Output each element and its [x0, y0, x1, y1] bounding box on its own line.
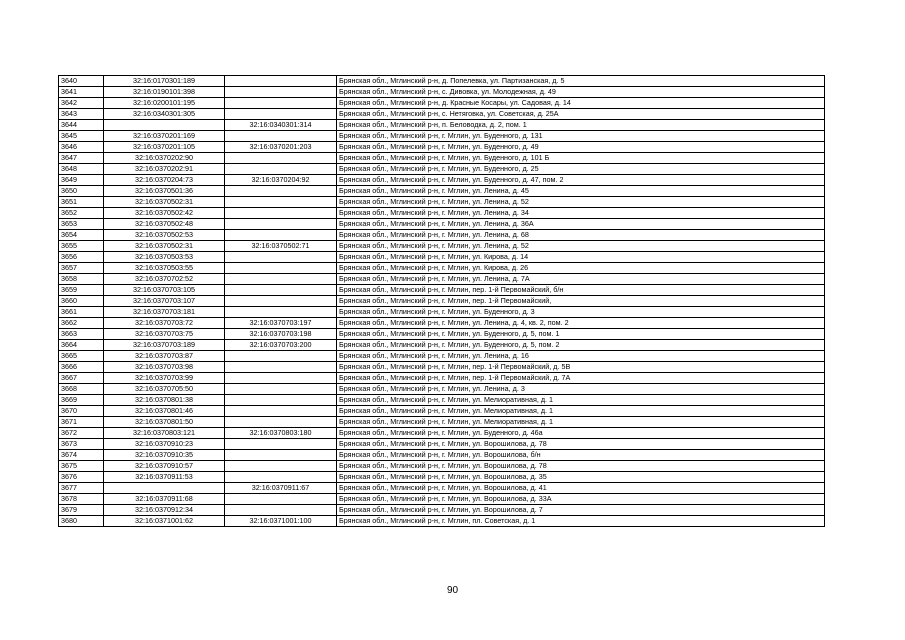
- row-number-cell: 3666: [59, 362, 104, 373]
- address-cell: Брянская обл., Мглинский р-н, г. Мглин, ул. Ленина, д. 16: [337, 351, 825, 362]
- cadastral-number-cell: 32:16:0370703:105: [104, 285, 225, 296]
- cadastral-number-cell: 32:16:0370910:35: [104, 450, 225, 461]
- table-row: [59, 362, 825, 373]
- linked-cadastral-number-cell: [225, 472, 337, 483]
- cadastral-number-cell: 32:16:0370801:50: [104, 417, 225, 428]
- row-number-cell: 3652: [59, 208, 104, 219]
- cadastral-number-cell: 32:16:0370703:72: [104, 318, 225, 329]
- row-number-cell: 3642: [59, 98, 104, 109]
- table-row: [59, 483, 825, 494]
- property-registry-table: [58, 75, 825, 527]
- linked-cadastral-number-cell: 32:16:0370703:198: [225, 329, 337, 340]
- cadastral-number-cell: 32:16:0370503:53: [104, 252, 225, 263]
- linked-cadastral-number-cell: 32:16:0371001:100: [225, 516, 337, 527]
- address-cell: Брянская обл., Мглинский р-н, г. Мглин, ул. Ворошилова, б/н: [337, 450, 825, 461]
- linked-cadastral-number-cell: [225, 362, 337, 373]
- cadastral-number-cell: 32:16:0370703:75: [104, 329, 225, 340]
- table-row: [59, 175, 825, 186]
- row-number-cell: 3649: [59, 175, 104, 186]
- linked-cadastral-number-cell: [225, 153, 337, 164]
- cadastral-number-cell: 32:16:0370201:169: [104, 131, 225, 142]
- cadastral-number-cell: 32:16:0370911:68: [104, 494, 225, 505]
- table-row: [59, 296, 825, 307]
- table-row: [59, 450, 825, 461]
- linked-cadastral-number-cell: 32:16:0370201:203: [225, 142, 337, 153]
- cadastral-number-cell: 32:16:0370202:91: [104, 164, 225, 175]
- cadastral-number-cell: 32:16:0370703:99: [104, 373, 225, 384]
- address-cell: Брянская обл., Мглинский р-н, г. Мглин, ул. Ленина, д. 4, кв. 2, пом. 2: [337, 318, 825, 329]
- row-number-cell: 3653: [59, 219, 104, 230]
- cadastral-number-cell: 32:16:0370503:55: [104, 263, 225, 274]
- table-row: [59, 98, 825, 109]
- table-row: [59, 516, 825, 527]
- cadastral-number-cell: 32:16:0340301:305: [104, 109, 225, 120]
- linked-cadastral-number-cell: [225, 274, 337, 285]
- linked-cadastral-number-cell: [225, 406, 337, 417]
- linked-cadastral-number-cell: 32:16:0370703:197: [225, 318, 337, 329]
- row-number-cell: 3650: [59, 186, 104, 197]
- cadastral-number-cell: 32:16:0370502:31: [104, 197, 225, 208]
- linked-cadastral-number-cell: [225, 186, 337, 197]
- linked-cadastral-number-cell: [225, 307, 337, 318]
- table-row: [59, 120, 825, 131]
- address-cell: Брянская обл., Мглинский р-н, г. Мглин, ул. Буденного, д. 5, пом. 1: [337, 329, 825, 340]
- table-row: [59, 428, 825, 439]
- cadastral-number-cell: 32:16:0190101:398: [104, 87, 225, 98]
- table-row: [59, 329, 825, 340]
- address-cell: Брянская обл., Мглинский р-н, г. Мглин, ул. Буденного, д. 25: [337, 164, 825, 175]
- address-cell: Брянская обл., Мглинский р-н, г. Мглин, ул. Кирова, д. 14: [337, 252, 825, 263]
- cadastral-number-cell: 32:16:0370501:36: [104, 186, 225, 197]
- linked-cadastral-number-cell: [225, 219, 337, 230]
- page-number: 90: [446, 585, 459, 596]
- address-cell: Брянская обл., Мглинский р-н, г. Мглин, ул. Ворошилова, д. 35: [337, 472, 825, 483]
- row-number-cell: 3675: [59, 461, 104, 472]
- table-row: [59, 87, 825, 98]
- row-number-cell: 3679: [59, 505, 104, 516]
- table-row: [59, 219, 825, 230]
- table-row: [59, 340, 825, 351]
- cadastral-number-cell: 32:16:0370703:181: [104, 307, 225, 318]
- address-cell: Брянская обл., Мглинский р-н, д. Красные Косары, ул. Садовая, д. 14: [337, 98, 825, 109]
- address-cell: Брянская обл., Мглинский р-н, г. Мглин, ул. Ленина, д. 68: [337, 230, 825, 241]
- address-cell: Брянская обл., Мглинский р-н, с. Дивовка, ул. Молодежная, д. 49: [337, 87, 825, 98]
- cadastral-number-cell: [104, 483, 225, 494]
- linked-cadastral-number-cell: 32:16:0370803:180: [225, 428, 337, 439]
- table-row: [59, 153, 825, 164]
- address-cell: Брянская обл., Мглинский р-н, г. Мглин, ул. Мелиоративная, д. 1: [337, 417, 825, 428]
- cadastral-number-cell: 32:16:0370703:98: [104, 362, 225, 373]
- table-row: [59, 109, 825, 120]
- linked-cadastral-number-cell: [225, 494, 337, 505]
- address-cell: Брянская обл., Мглинский р-н, г. Мглин, ул. Мелиоративная, д. 1: [337, 406, 825, 417]
- row-number-cell: 3643: [59, 109, 104, 120]
- address-cell: Брянская обл., Мглинский р-н, г. Мглин, ул. Буденного, д. 47, пом. 2: [337, 175, 825, 186]
- linked-cadastral-number-cell: 32:16:0370911:67: [225, 483, 337, 494]
- address-cell: Брянская обл., Мглинский р-н, г. Мглин, ул. Кирова, д. 26: [337, 263, 825, 274]
- linked-cadastral-number-cell: 32:16:0370204:92: [225, 175, 337, 186]
- row-number-cell: 3677: [59, 483, 104, 494]
- cadastral-number-cell: 32:16:0370202:90: [104, 153, 225, 164]
- row-number-cell: 3651: [59, 197, 104, 208]
- row-number-cell: 3670: [59, 406, 104, 417]
- row-number-cell: 3664: [59, 340, 104, 351]
- cadastral-number-cell: 32:16:0370801:38: [104, 395, 225, 406]
- linked-cadastral-number-cell: [225, 263, 337, 274]
- linked-cadastral-number-cell: 32:16:0340301:314: [225, 120, 337, 131]
- row-number-cell: 3646: [59, 142, 104, 153]
- row-number-cell: 3672: [59, 428, 104, 439]
- row-number-cell: 3673: [59, 439, 104, 450]
- address-cell: Брянская обл., Мглинский р-н, г. Мглин, ул. Ленина, д. 45: [337, 186, 825, 197]
- cadastral-number-cell: 32:16:0370911:53: [104, 472, 225, 483]
- cadastral-number-cell: 32:16:0370703:87: [104, 351, 225, 362]
- row-number-cell: 3662: [59, 318, 104, 329]
- linked-cadastral-number-cell: [225, 439, 337, 450]
- row-number-cell: 3654: [59, 230, 104, 241]
- address-cell: Брянская обл., Мглинский р-н, с. Нетяговка, ул. Советская, д. 25А: [337, 109, 825, 120]
- table-row: [59, 384, 825, 395]
- row-number-cell: 3668: [59, 384, 104, 395]
- address-cell: Брянская обл., Мглинский р-н, г. Мглин, ул. Буденного, д. 46а: [337, 428, 825, 439]
- table-row: [59, 252, 825, 263]
- cadastral-number-cell: 32:16:0370702:52: [104, 274, 225, 285]
- table-row: [59, 285, 825, 296]
- table-row: [59, 307, 825, 318]
- table-row: [59, 164, 825, 175]
- row-number-cell: 3674: [59, 450, 104, 461]
- linked-cadastral-number-cell: [225, 505, 337, 516]
- row-number-cell: 3680: [59, 516, 104, 527]
- linked-cadastral-number-cell: [225, 450, 337, 461]
- row-number-cell: 3648: [59, 164, 104, 175]
- table-row: [59, 76, 825, 87]
- linked-cadastral-number-cell: 32:16:0370502:71: [225, 241, 337, 252]
- row-number-cell: 3641: [59, 87, 104, 98]
- address-cell: Брянская обл., Мглинский р-н, г. Мглин, пл. Советская, д. 1: [337, 516, 825, 527]
- row-number-cell: 3655: [59, 241, 104, 252]
- table-body: [59, 76, 825, 527]
- linked-cadastral-number-cell: [225, 384, 337, 395]
- row-number-cell: 3661: [59, 307, 104, 318]
- row-number-cell: 3678: [59, 494, 104, 505]
- linked-cadastral-number-cell: [225, 373, 337, 384]
- table-row: [59, 318, 825, 329]
- linked-cadastral-number-cell: [225, 208, 337, 219]
- cadastral-number-cell: 32:16:0370201:105: [104, 142, 225, 153]
- table-row: [59, 230, 825, 241]
- address-cell: Брянская обл., Мглинский р-н, г. Мглин, ул. Буденного, д. 101 Б: [337, 153, 825, 164]
- row-number-cell: 3669: [59, 395, 104, 406]
- address-cell: Брянская обл., Мглинский р-н, п. Беловодка, д. 2, пом. 1: [337, 120, 825, 131]
- linked-cadastral-number-cell: [225, 351, 337, 362]
- cadastral-number-cell: 32:16:0170301:189: [104, 76, 225, 87]
- cadastral-number-cell: 32:16:0370703:189: [104, 340, 225, 351]
- address-cell: Брянская обл., Мглинский р-н, г. Мглин, ул. Ленина, д. 7А: [337, 274, 825, 285]
- cadastral-number-cell: [104, 120, 225, 131]
- linked-cadastral-number-cell: [225, 164, 337, 175]
- table-row: [59, 373, 825, 384]
- row-number-cell: 3665: [59, 351, 104, 362]
- table-row: [59, 395, 825, 406]
- table-row: [59, 142, 825, 153]
- linked-cadastral-number-cell: [225, 296, 337, 307]
- cadastral-number-cell: 32:16:0370703:107: [104, 296, 225, 307]
- table-row: [59, 186, 825, 197]
- address-cell: Брянская обл., Мглинский р-н, д. Попелевка, ул. Партизанская, д. 5: [337, 76, 825, 87]
- row-number-cell: 3640: [59, 76, 104, 87]
- cadastral-number-cell: 32:16:0370912:34: [104, 505, 225, 516]
- address-cell: Брянская обл., Мглинский р-н, г. Мглин, ул. Буденного, д. 49: [337, 142, 825, 153]
- row-number-cell: 3658: [59, 274, 104, 285]
- address-cell: Брянская обл., Мглинский р-н, г. Мглин, ул. Мелиоративная, д. 1: [337, 395, 825, 406]
- table-row: [59, 351, 825, 362]
- address-cell: Брянская обл., Мглинский р-н, г. Мглин, ул. Ворошилова, д. 41: [337, 483, 825, 494]
- linked-cadastral-number-cell: [225, 197, 337, 208]
- row-number-cell: 3671: [59, 417, 104, 428]
- row-number-cell: 3645: [59, 131, 104, 142]
- linked-cadastral-number-cell: [225, 252, 337, 263]
- table-row: [59, 406, 825, 417]
- cadastral-number-cell: 32:16:0200101:195: [104, 98, 225, 109]
- table-row: [59, 263, 825, 274]
- cadastral-number-cell: 32:16:0370502:42: [104, 208, 225, 219]
- row-number-cell: 3647: [59, 153, 104, 164]
- table-row: [59, 417, 825, 428]
- address-cell: Брянская обл., Мглинский р-н, г. Мглин, ул. Ленина, д. 3: [337, 384, 825, 395]
- cadastral-number-cell: 32:16:0370803:121: [104, 428, 225, 439]
- row-number-cell: 3659: [59, 285, 104, 296]
- linked-cadastral-number-cell: [225, 98, 337, 109]
- row-number-cell: 3667: [59, 373, 104, 384]
- address-cell: Брянская обл., Мглинский р-н, г. Мглин, ул. Ворошилова, д. 78: [337, 461, 825, 472]
- address-cell: Брянская обл., Мглинский р-н, г. Мглин, пер. 1-й Первомайский, д. 5В: [337, 362, 825, 373]
- cadastral-number-cell: 32:16:0370204:73: [104, 175, 225, 186]
- table-row: [59, 197, 825, 208]
- linked-cadastral-number-cell: [225, 395, 337, 406]
- address-cell: Брянская обл., Мглинский р-н, г. Мглин, ул. Ворошилова, д. 33А: [337, 494, 825, 505]
- table-row: [59, 505, 825, 516]
- linked-cadastral-number-cell: [225, 285, 337, 296]
- address-cell: Брянская обл., Мглинский р-н, г. Мглин, пер. 1-й Первомайский, д. 7А: [337, 373, 825, 384]
- address-cell: Брянская обл., Мглинский р-н, г. Мглин, ул. Ленина, д. 36А: [337, 219, 825, 230]
- cadastral-number-cell: 32:16:0370801:46: [104, 406, 225, 417]
- address-cell: Брянская обл., Мглинский р-н, г. Мглин, ул. Ленина, д. 52: [337, 197, 825, 208]
- cadastral-number-cell: 32:16:0370502:48: [104, 219, 225, 230]
- linked-cadastral-number-cell: [225, 76, 337, 87]
- row-number-cell: 3660: [59, 296, 104, 307]
- linked-cadastral-number-cell: [225, 417, 337, 428]
- linked-cadastral-number-cell: [225, 131, 337, 142]
- address-cell: Брянская обл., Мглинский р-н, г. Мглин, ул. Ленина, д. 52: [337, 241, 825, 252]
- row-number-cell: 3644: [59, 120, 104, 131]
- cadastral-number-cell: 32:16:0370910:57: [104, 461, 225, 472]
- address-cell: Брянская обл., Мглинский р-н, г. Мглин, ул. Ворошилова, д. 7: [337, 505, 825, 516]
- cadastral-number-cell: 32:16:0370705:50: [104, 384, 225, 395]
- address-cell: Брянская обл., Мглинский р-н, г. Мглин, пер. 1-й Первомайский, б/н: [337, 285, 825, 296]
- cadastral-number-cell: 32:16:0371001:62: [104, 516, 225, 527]
- address-cell: Брянская обл., Мглинский р-н, г. Мглин, ул. Буденного, д. 5, пом. 2: [337, 340, 825, 351]
- linked-cadastral-number-cell: 32:16:0370703:200: [225, 340, 337, 351]
- table-row: [59, 274, 825, 285]
- cadastral-number-cell: 32:16:0370502:31: [104, 241, 225, 252]
- address-cell: Брянская обл., Мглинский р-н, г. Мглин, ул. Буденного, д. 131: [337, 131, 825, 142]
- table-row: [59, 131, 825, 142]
- linked-cadastral-number-cell: [225, 230, 337, 241]
- table-row: [59, 494, 825, 505]
- address-cell: Брянская обл., Мглинский р-н, г. Мглин, ул. Ворошилова, д. 78: [337, 439, 825, 450]
- table-row: [59, 439, 825, 450]
- cadastral-number-cell: 32:16:0370502:53: [104, 230, 225, 241]
- table-row: [59, 472, 825, 483]
- cadastral-number-cell: 32:16:0370910:23: [104, 439, 225, 450]
- row-number-cell: 3663: [59, 329, 104, 340]
- row-number-cell: 3657: [59, 263, 104, 274]
- table-row: [59, 208, 825, 219]
- table-row: [59, 241, 825, 252]
- linked-cadastral-number-cell: [225, 109, 337, 120]
- row-number-cell: 3676: [59, 472, 104, 483]
- linked-cadastral-number-cell: [225, 461, 337, 472]
- linked-cadastral-number-cell: [225, 87, 337, 98]
- address-cell: Брянская обл., Мглинский р-н, г. Мглин, ул. Ленина, д. 34: [337, 208, 825, 219]
- address-cell: Брянская обл., Мглинский р-н, г. Мглин, ул. Буденного, д. 3: [337, 307, 825, 318]
- row-number-cell: 3656: [59, 252, 104, 263]
- address-cell: Брянская обл., Мглинский р-н, г. Мглин, пер. 1-й Первомайский,: [337, 296, 825, 307]
- table-row: [59, 461, 825, 472]
